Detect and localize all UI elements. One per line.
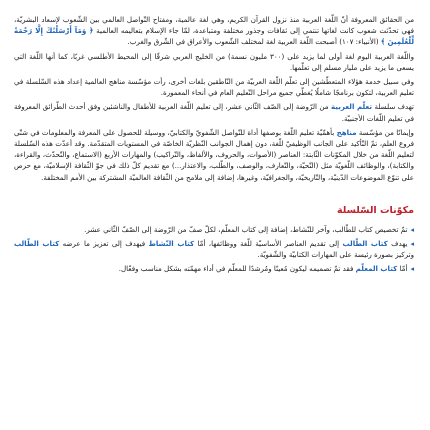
intro-text: من الحقائق المعروفة أنّ اللّغة العربية منذ نزول القرآن الكريم، وهي لغة عالمية، ومفتاح التّواصل العالمي بين الشّعوب لإسعاد البشريّة، فهي تحدّثت شعوب كانت لغاتها تنتمي إلى ثقافات وجذور مختلفة ومتباعدة، لمّا جاء الإسلام بتعاليمه العالمية — [14, 15, 414, 36]
verse-reference: (الأنبياء: ١٠٧) — [339, 37, 379, 47]
components-text-1: تمّ تخصيص كتاب للطّالب، وآخر للنّشاط، إضافة إلى كتاب المعلّم، لكلّ صفّ من الرّوضة إلى الصّفّ الثّاني عشر. — [84, 224, 408, 234]
series-name: تعلّم العربية — [331, 102, 373, 112]
components-paragraph-1 — [14, 224, 414, 235]
components-title: مكوّنات السّلسلة — [336, 204, 414, 216]
bullet-icon: ◂ — [410, 264, 414, 274]
bullet-icon: ◂ — [410, 224, 414, 234]
company-name: مناهج — [336, 127, 357, 137]
bullet-icon: ◂ — [410, 239, 415, 249]
components-text-2b: فيهدف إلى تعزيز ما عرضه — [62, 239, 146, 249]
goals-lead-2: وإيمانًا من مؤسّسة — [358, 127, 414, 137]
student-book-label: كتاب الطّالب — [342, 239, 388, 249]
components-lead: يهدف — [391, 239, 408, 249]
goals-paragraph-2 — [14, 127, 414, 183]
components-text-2c: وتركيز بصورة رئيسة على المهارات الكتابيّة والشّفويّة. — [257, 250, 414, 260]
intro-paragraph-3: وفي سبيل خدمة هؤلاء المتعطّشين إلى تعلّم اللّغة العربيّة من النّاطقين بلغات أخرى، رأت مؤسّسة مناهج العالمية إعداد هذه السّلسلة في تعليم العربية، لتكون برنامجًا شاملًا يُغطّي جميع مراحل التّعليم العام في أنحاء المعمورة. — [14, 77, 414, 98]
components-lead-3: أمّا — [399, 264, 408, 274]
goals-lead: تهدف سلسلة — [374, 102, 414, 112]
teacher-book-label: كتاب المعلّم — [355, 264, 398, 274]
intro-paragraph-1 — [14, 14, 414, 48]
goals-text-2: بأهمّيّة تعليم اللّغة بوصفها أداة للتّواصل الشّفويّ والكتابيّ، ووسيلة للحصول على المعرفة والمعلومات في شتّى فروع العلم، تمّ التّأكيد على الجانب الوظيفيّ للّغة، دون إهمال الجوانب النّظريّة الخاصّة في المستويات المتقدّمة. وقد أعدّت هذه السّلسلة لتعليم اللّغة من خلال المكوّنات الثّابتة: العناصر (الأصوات، والحروف، والألفاظ، والتّراكيب) والمهارات الأربع (الاستماع، والتّحدّث، والقراءة، والكتابة)، والوظائف اللّغويّة مثل (التّحيّة، والتّعارف، والوصف، والطّلب، والاعتذار...) مع تقديم كلّ ذلك في جوّ الثّقافة الإسلاميّة، مع حرص على تنوّع الموضوعات الدّينيّة، والتّاريخيّة، والجغرافيّة، وغيرها، إضافة إلى ملامح من الثّقافة العالميّة المشتركة بين الأمم المختلفة. — [14, 127, 414, 182]
components-paragraph-2 — [14, 238, 414, 260]
components-text-3: فقد تمّ تصميمه ليكون مُعينًا ومُرشدًا للمعلّم في أداء مهمّته بشكل مناسب وفعّال. — [118, 264, 354, 274]
intro-text-end: أصبحت اللّغة العربية لغة لمختلف الشّعوب والأعراق في الشّرق والغرب. — [127, 37, 337, 47]
intro-paragraph-2: واللّغة العربية اليوم لغة أولى لما يزيد على (٣٠٠ مليون نسمة) من الخليج العربي شرقًا إلى المحيط الأطلسي غربًا، كما أنها اللّغة التي يسعى ما يزيد على مليار مسلم إلى تعلّمها. — [14, 51, 415, 72]
activity-book-label: كتاب النّشاط — [148, 239, 195, 249]
student-book-label-2: كتاب الطّالب — [14, 239, 60, 249]
quran-verse: ﴿ وَمَآ أَرْسَلْنَٰكَ إِلَّا رَحْمَةً لِّلْعَٰلَمِينَ ﴾ — [14, 26, 414, 47]
components-paragraph-3 — [14, 263, 414, 274]
goals-paragraph-1 — [14, 101, 414, 123]
components-text-2: إلى تقديم العناصر الأساسيّة للّغة ووظائفها، أمّا — [197, 239, 340, 249]
goals-text-1: من الرّوضة إلى الصّف الثّاني عشر، إلى تعليم اللّغة العربية للأطفال والناشئين وفق أحدث الطّرائق المعروفة في تعليم اللّغات الأجنبيّة. — [14, 102, 414, 123]
